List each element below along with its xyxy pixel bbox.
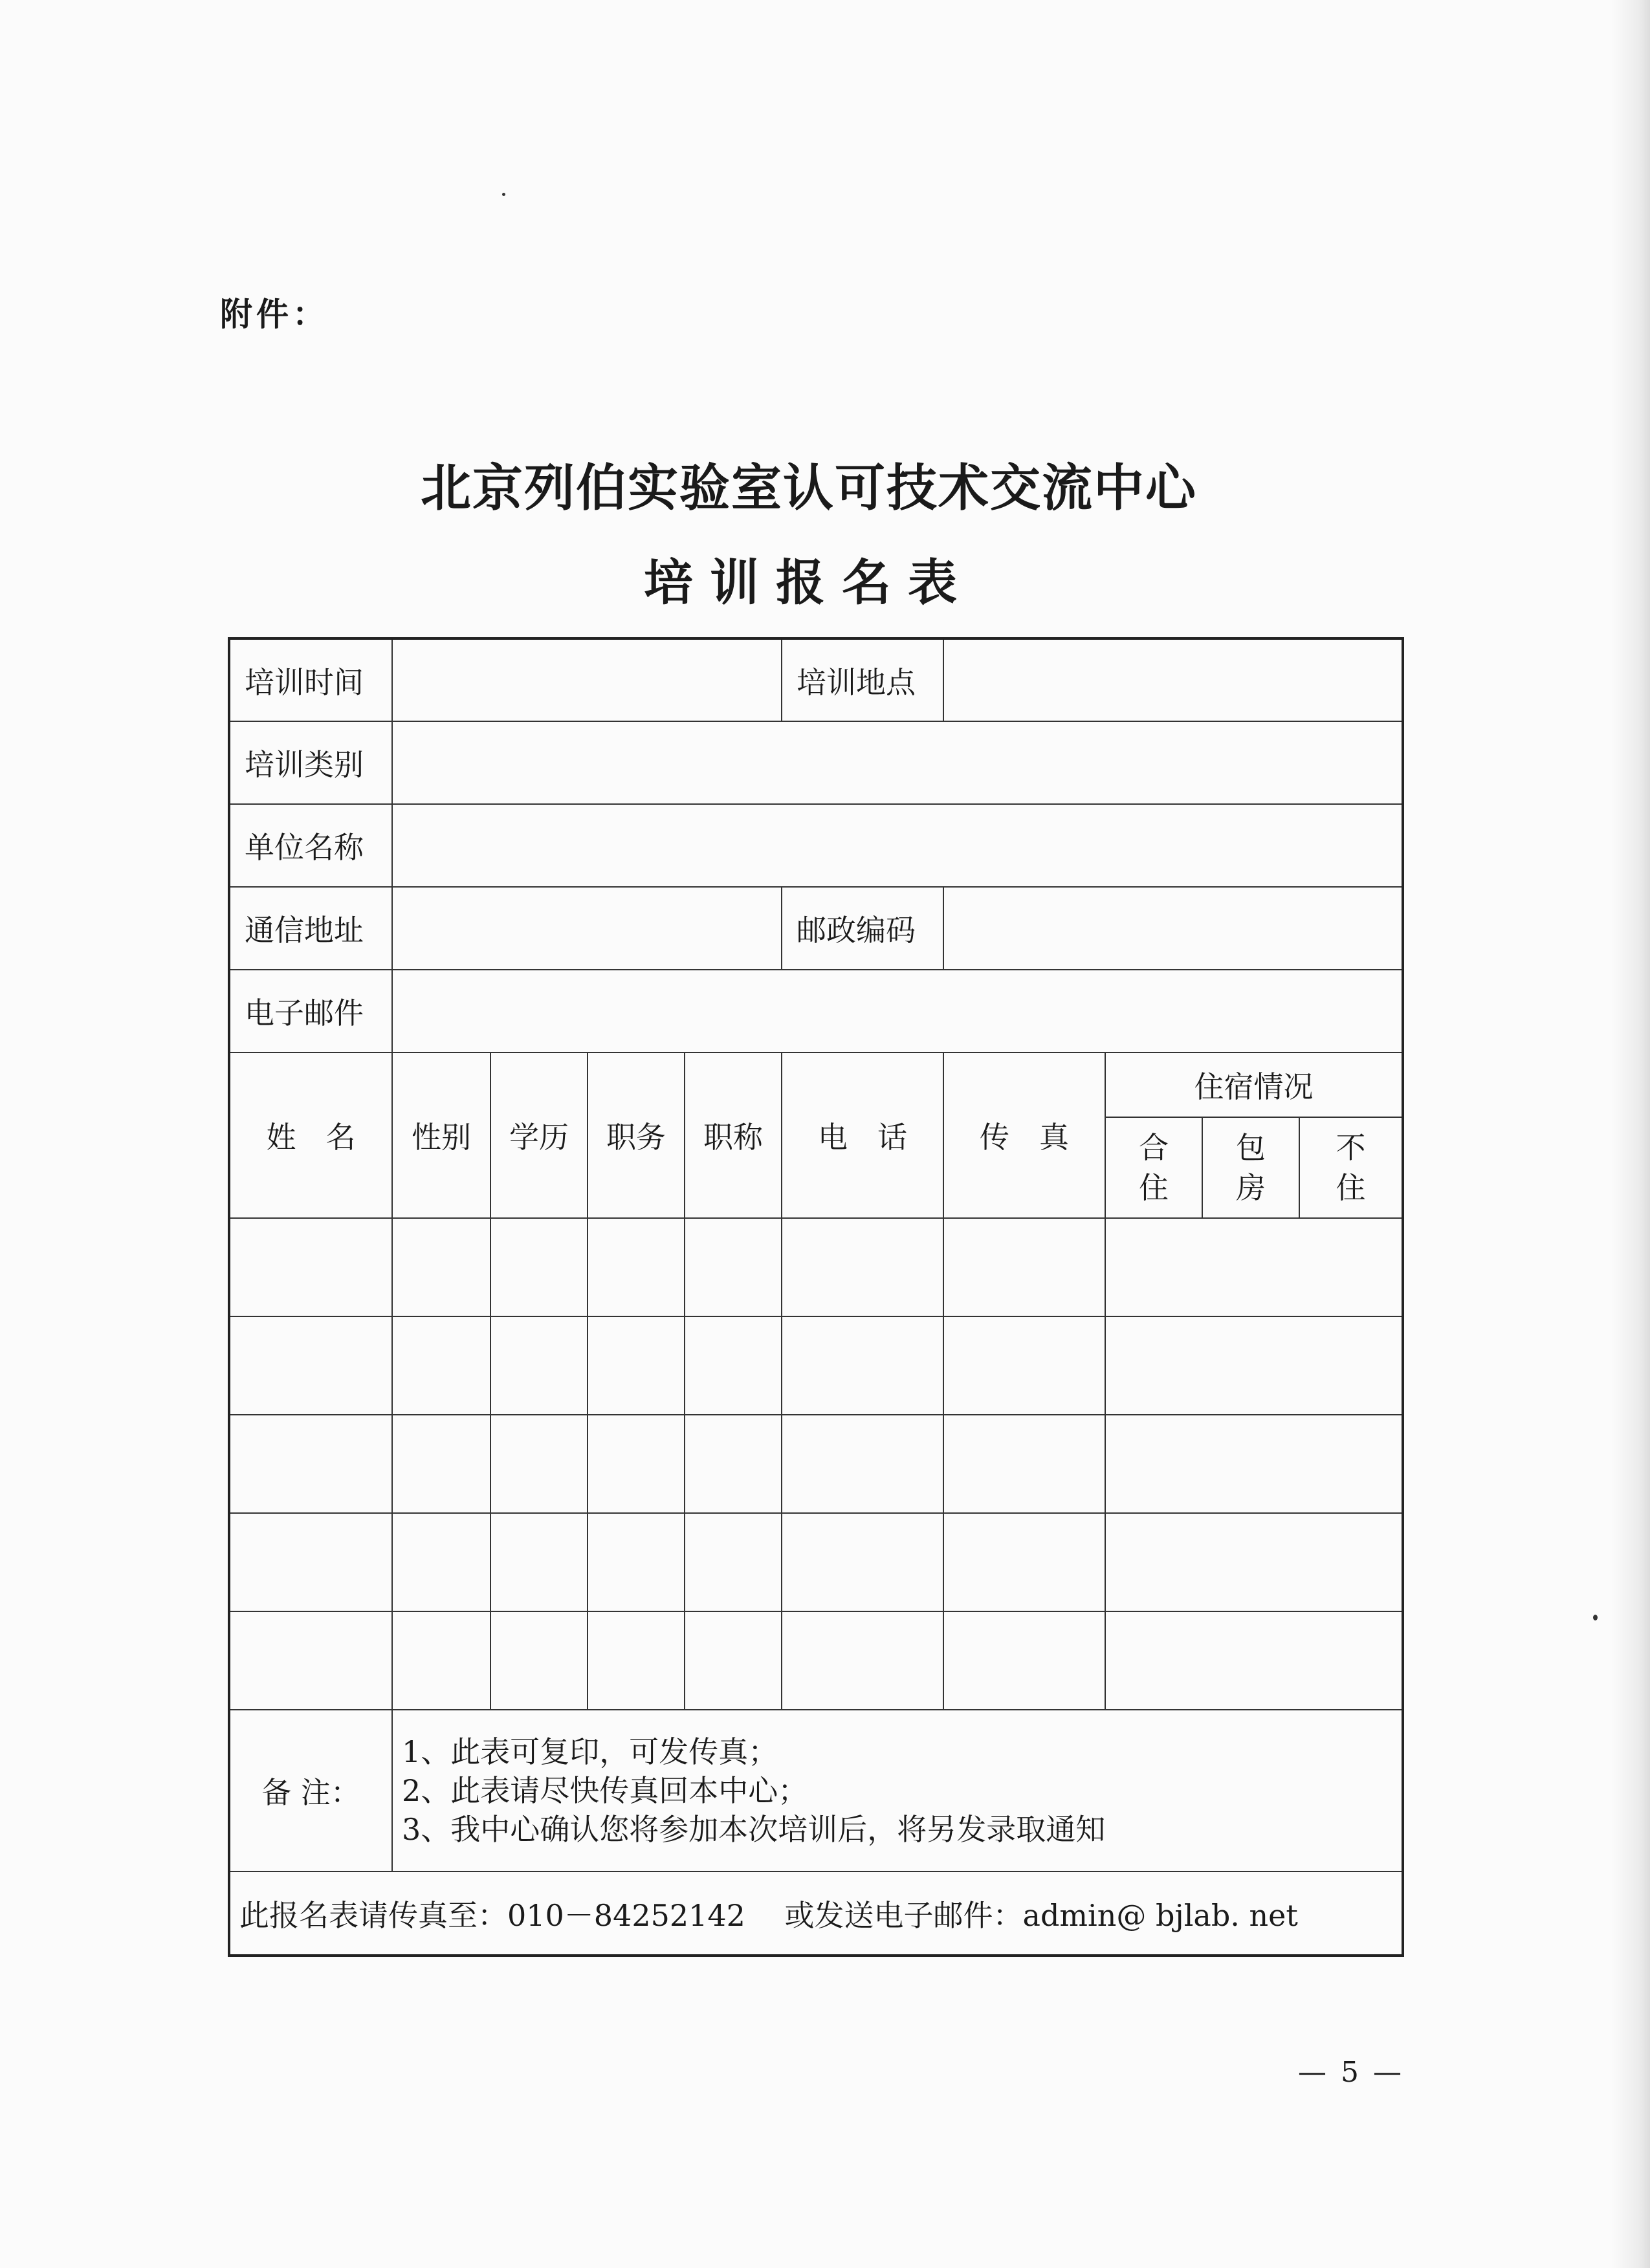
remark-item: 2、此表请尽快传真回本中心； xyxy=(402,1773,808,1808)
form-row-training xyxy=(229,638,1403,721)
remarks-row xyxy=(229,1710,1403,1871)
registration-form-table xyxy=(228,637,1404,1957)
cell-gender[interactable] xyxy=(392,1513,490,1611)
attendee-row xyxy=(229,1611,1403,1710)
label-training-time: 培训时间 xyxy=(229,638,392,721)
label-training-location: 培训地点 xyxy=(782,638,943,721)
cell-position[interactable] xyxy=(588,1316,685,1415)
cell-gender[interactable] xyxy=(392,1218,490,1316)
cell-position[interactable] xyxy=(588,1415,685,1513)
col-header-private-room: 包 房 xyxy=(1202,1117,1299,1218)
cell-position[interactable] xyxy=(588,1218,685,1316)
label-org-name: 单位名称 xyxy=(229,804,392,887)
cell-education[interactable] xyxy=(490,1513,588,1611)
cell-name[interactable] xyxy=(229,1218,392,1316)
cell-gender[interactable] xyxy=(392,1316,490,1415)
page-number: — 5 — xyxy=(1298,2056,1404,2089)
label-postal-code: 邮政编码 xyxy=(782,887,943,970)
cell-position[interactable] xyxy=(588,1513,685,1611)
cell-title[interactable] xyxy=(685,1316,782,1415)
cell-fax[interactable] xyxy=(943,1415,1105,1513)
col-header-accommodation: 住宿情况 xyxy=(1105,1052,1403,1117)
attendee-header-row xyxy=(229,1052,1403,1117)
col-header-gender: 性别 xyxy=(392,1052,490,1218)
col-header-shared-room: 合 住 xyxy=(1105,1117,1202,1218)
cell-name[interactable] xyxy=(229,1513,392,1611)
attendee-row xyxy=(229,1415,1403,1513)
label-address: 通信地址 xyxy=(229,887,392,970)
cell-accommodation[interactable] xyxy=(1105,1415,1403,1513)
cell-name[interactable] xyxy=(229,1415,392,1513)
field-address[interactable] xyxy=(392,887,782,970)
remark-item: 3、我中心确认您将参加本次培训后，将另发录取通知 xyxy=(402,1812,1106,1847)
cell-gender[interactable] xyxy=(392,1415,490,1513)
cell-phone[interactable] xyxy=(782,1218,943,1316)
cell-accommodation[interactable] xyxy=(1105,1316,1403,1415)
cell-education[interactable] xyxy=(490,1611,588,1710)
form-row-category xyxy=(229,721,1403,804)
label-remarks: 备 注： xyxy=(229,1710,392,1871)
col-header-education: 学历 xyxy=(490,1052,588,1218)
cell-title[interactable] xyxy=(685,1218,782,1316)
col-header-position: 职务 xyxy=(588,1052,685,1218)
cell-fax[interactable] xyxy=(943,1316,1105,1415)
field-email[interactable] xyxy=(392,970,1403,1052)
cell-education[interactable] xyxy=(490,1316,588,1415)
label-training-category: 培训类别 xyxy=(229,721,392,804)
label-email: 电子邮件 xyxy=(229,970,392,1052)
cell-title[interactable] xyxy=(685,1611,782,1710)
cell-phone[interactable] xyxy=(782,1415,943,1513)
cell-fax[interactable] xyxy=(943,1513,1105,1611)
document-title: 北京列伯实验室认可技术交流中心 xyxy=(420,459,1197,518)
form-row-org xyxy=(229,804,1403,887)
col-header-name: 姓 名 xyxy=(229,1052,392,1218)
document-subtitle: 培训报名表 xyxy=(644,554,974,611)
form-row-email xyxy=(229,970,1403,1052)
remark-item: 1、此表可复印，可发传真； xyxy=(402,1734,778,1769)
field-postal-code[interactable] xyxy=(943,887,1403,970)
field-org-name[interactable] xyxy=(392,804,1403,887)
col-header-phone: 电 话 xyxy=(782,1052,943,1218)
col-header-no-room: 不 住 xyxy=(1299,1117,1403,1218)
attendee-row xyxy=(229,1513,1403,1611)
scan-speck xyxy=(502,193,505,196)
scan-edge-shadow xyxy=(1611,0,1650,2268)
cell-accommodation[interactable] xyxy=(1105,1611,1403,1710)
cell-fax[interactable] xyxy=(943,1611,1105,1710)
cell-title[interactable] xyxy=(685,1415,782,1513)
cell-accommodation[interactable] xyxy=(1105,1513,1403,1611)
attendee-row xyxy=(229,1316,1403,1415)
attendee-row xyxy=(229,1218,1403,1316)
cell-fax[interactable] xyxy=(943,1218,1105,1316)
field-training-category[interactable] xyxy=(392,721,1403,804)
col-header-fax: 传 真 xyxy=(943,1052,1105,1218)
cell-education[interactable] xyxy=(490,1415,588,1513)
cell-gender[interactable] xyxy=(392,1611,490,1710)
form-row-address xyxy=(229,887,1403,970)
cell-accommodation[interactable] xyxy=(1105,1218,1403,1316)
attachment-label: 附件： xyxy=(220,296,329,333)
cell-name[interactable] xyxy=(229,1611,392,1710)
field-training-location[interactable] xyxy=(943,638,1403,721)
col-header-title: 职称 xyxy=(685,1052,782,1218)
cell-position[interactable] xyxy=(588,1611,685,1710)
cell-phone[interactable] xyxy=(782,1513,943,1611)
cell-name[interactable] xyxy=(229,1316,392,1415)
cell-phone[interactable] xyxy=(782,1611,943,1710)
field-training-time[interactable] xyxy=(392,638,782,721)
cell-education[interactable] xyxy=(490,1218,588,1316)
fax-email-instruction: 此报名表请传真至：010－84252142 或发送电子邮件：admin@ bjlab. net xyxy=(229,1871,1403,1956)
cell-phone[interactable] xyxy=(782,1316,943,1415)
footer-row xyxy=(229,1871,1403,1956)
remarks-list xyxy=(392,1710,1403,1871)
cell-title[interactable] xyxy=(685,1513,782,1611)
scan-speck xyxy=(1593,1615,1598,1620)
